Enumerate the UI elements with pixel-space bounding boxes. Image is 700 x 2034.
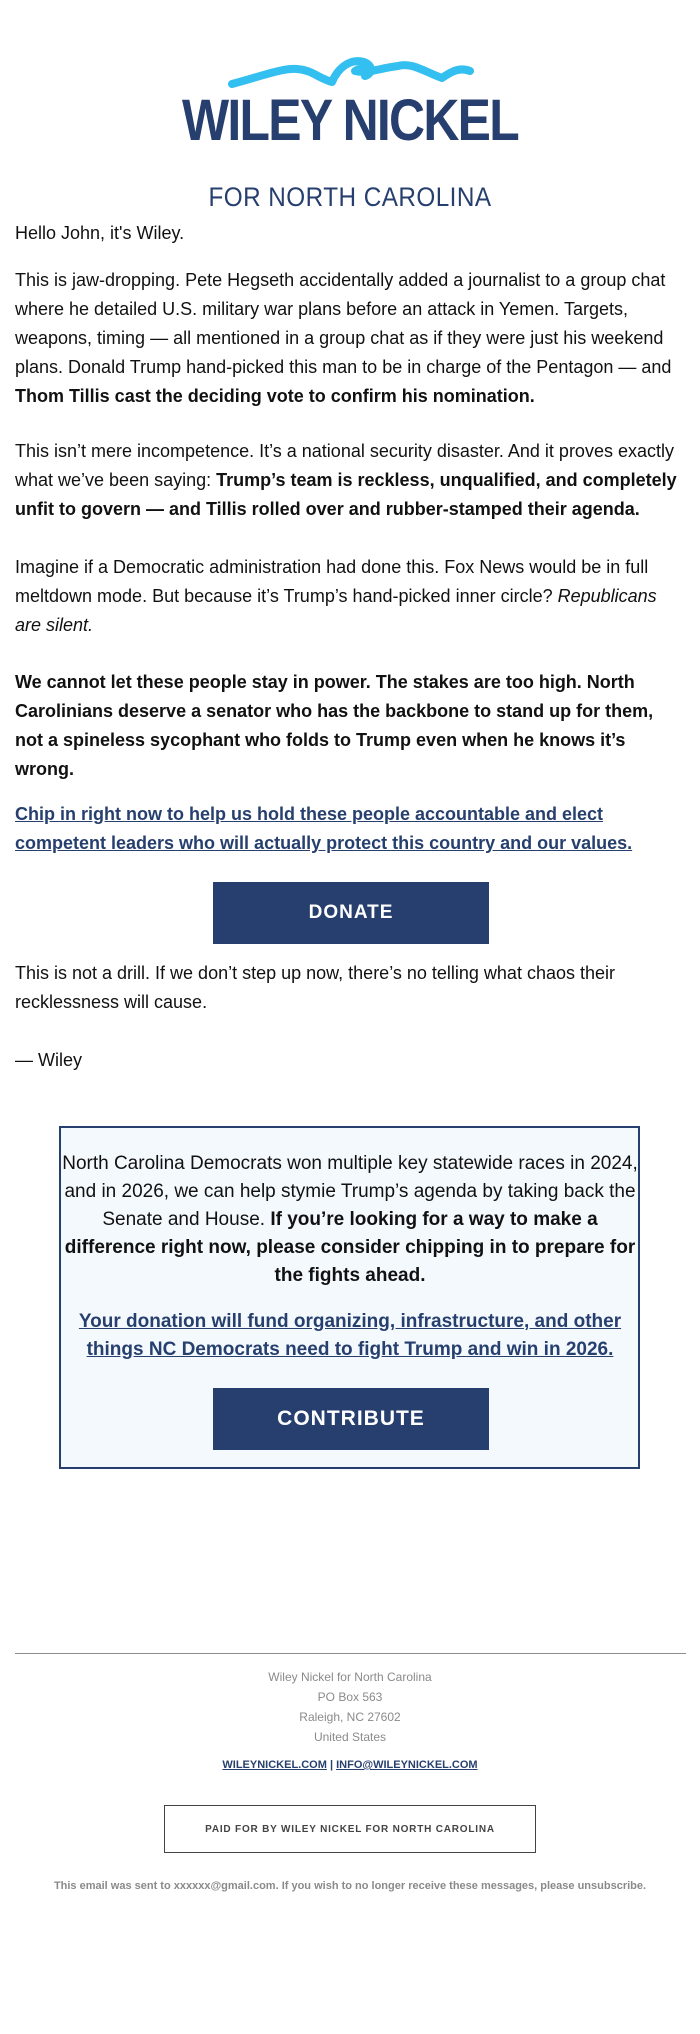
logo [0,38,700,212]
appeal-text: North Carolina Democrats won multiple key statewide races in 2024, and in 2026, we can help stymie Trump’s agenda by taking back the Senate and House. [62,1153,638,1230]
donation-fund-link[interactable]: Your donation will fund organizing, infrastructure, and other things NC Democrats need to fight Trump and win in 2026. [78,1311,622,1360]
appeal-paragraph [62,1150,638,1290]
footer-links [0,1759,700,1771]
unsubscribe-notice[interactable]: This email was sent to xxxxxx@gmail.com. If you wish to no longer receive these messages, please unsubscribe. [53,1880,647,1892]
footer-city: Raleigh, NC 27602 [299,1710,401,1724]
appeal-link-paragraph [62,1308,638,1364]
paragraph-6: This is not a drill. If we don’t step up now, there’s no telling what chaos their recklessness will cause. [15,963,615,1012]
paragraph-3 [15,553,683,640]
appeal-bold: If you’re looking for a way to make a difference right now, please consider chipping in to prepare for the fights ahead. [64,1209,636,1286]
email-link[interactable]: INFO@WILEYNICKEL.COM [336,1759,478,1771]
paragraph-2-bold: Trump’s team is reckless, unqualified, and completely unfit to govern — and Tillis rolled over and rubber-stamped their agenda. [15,470,677,519]
paragraph-5 [15,800,683,858]
paragraph-3-italic: Republicans are silent. [15,586,657,635]
logo-subtitle: FOR NORTH CAROLINA [208,182,492,212]
paragraph-2-text: This isn’t mere incompetence. It’s a national security disaster. And it proves exactly what we’ve been saying: [15,441,674,490]
link-separator: | [326,1759,337,1771]
footer-country: United States [313,1730,387,1744]
greeting: Hello John, it's Wiley. [15,223,185,243]
signoff: — Wiley [15,1050,82,1070]
contribute-button[interactable]: CONTRIBUTE [213,1388,489,1450]
footer-org: Wiley Nickel for North Carolina [268,1670,432,1684]
footer-po-box: PO Box 563 [317,1690,383,1704]
paragraph-3-text: Imagine if a Democratic administration had done this. Fox News would be in full meltdown mode. But because it’s Trump’s hand-picked inner circle? [15,557,649,606]
website-link[interactable]: WILEYNICKEL.COM [222,1759,327,1771]
paragraph-1-bold: Thom Tillis cast the deciding vote to confirm his nomination. [15,386,535,406]
paragraph-2 [15,437,683,524]
paid-for-disclaimer: PAID FOR BY WILEY NICKEL FOR NORTH CAROLINA [164,1805,536,1853]
chip-in-link[interactable]: Chip in right now to help us hold these people accountable and elect competent leaders who will actually protect this country and our values. [15,804,633,853]
paragraph-1-text: This is jaw-dropping. Pete Hegseth accidentally added a journalist to a group chat where he detailed U.S. military war plans before an attack in Yemen. Targets, weapons, timing — all mentioned in a group chat as if they were just his weekend plans. Donald Trump hand-picked this man to be in charge of the Pentagon — and [15,270,672,377]
footer-divider [15,1653,686,1654]
paragraph-1 [15,266,683,411]
logo-wordmark: WILEY NICKEL [182,88,518,153]
footer-address [0,1667,700,1747]
paragraph-4: We cannot let these people stay in power. The stakes are too high. North Carolinians deserve a senator who has the backbone to stand up for them, not a spineless sycophant who folds to Trump even when he knows it’s wrong. [15,672,654,779]
donate-button[interactable]: DONATE [213,882,489,944]
